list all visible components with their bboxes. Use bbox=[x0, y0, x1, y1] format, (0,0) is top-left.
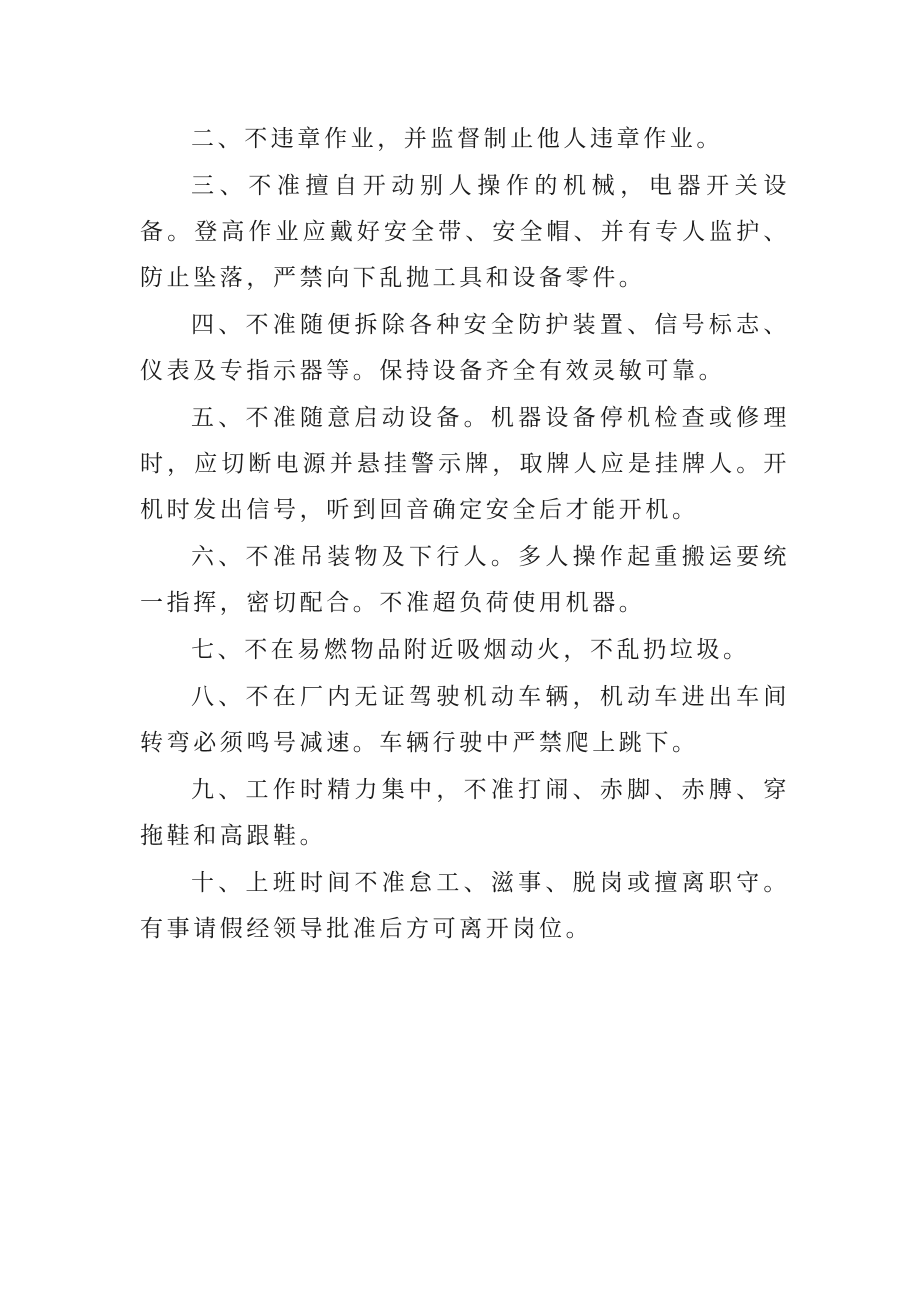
rule-paragraph-9: 九、工作时精力集中，不准打闹、赤脚、赤膊、穿拖鞋和高跟鞋。 bbox=[140, 777, 790, 849]
rule-paragraph-4: 四、不准随便拆除各种安全防护装置、信号标志、仪表及专指示器等。保持设备齐全有效灵敏可靠。 bbox=[140, 312, 790, 384]
rule-paragraph-3: 三、不准擅自开动别人操作的机械，电器开关设备。登高作业应戴好安全带、安全帽、并有专人监护、防止坠落，严禁向下乱抛工具和设备零件。 bbox=[140, 173, 790, 291]
rule-paragraph-6: 六、不准吊装物及下行人。多人操作起重搬运要统一指挥，密切配合。不准超负荷使用机器。 bbox=[140, 544, 790, 616]
rule-paragraph-10: 十、上班时间不准怠工、滋事、脱岗或擅离职守。有事请假经领导批准后方可离开岗位。 bbox=[140, 870, 790, 942]
rule-paragraph-5: 五、不准随意启动设备。机器设备停机检查或修理时，应切断电源并悬挂警示牌，取牌人应是挂牌人。开机时发出信号，听到回音确定安全后才能开机。 bbox=[140, 405, 790, 523]
document-body bbox=[140, 116, 790, 952]
rule-paragraph-2: 二、不违章作业，并监督制止他人违章作业。 bbox=[191, 126, 723, 152]
rule-paragraph-8: 八、不在厂内无证驾驶机动车辆，机动车进出车间转弯必须鸣号减速。车辆行驶中严禁爬上跳下。 bbox=[140, 684, 790, 756]
rule-paragraph-7: 七、不在易燃物品附近吸烟动火，不乱扔垃圾。 bbox=[191, 637, 750, 663]
